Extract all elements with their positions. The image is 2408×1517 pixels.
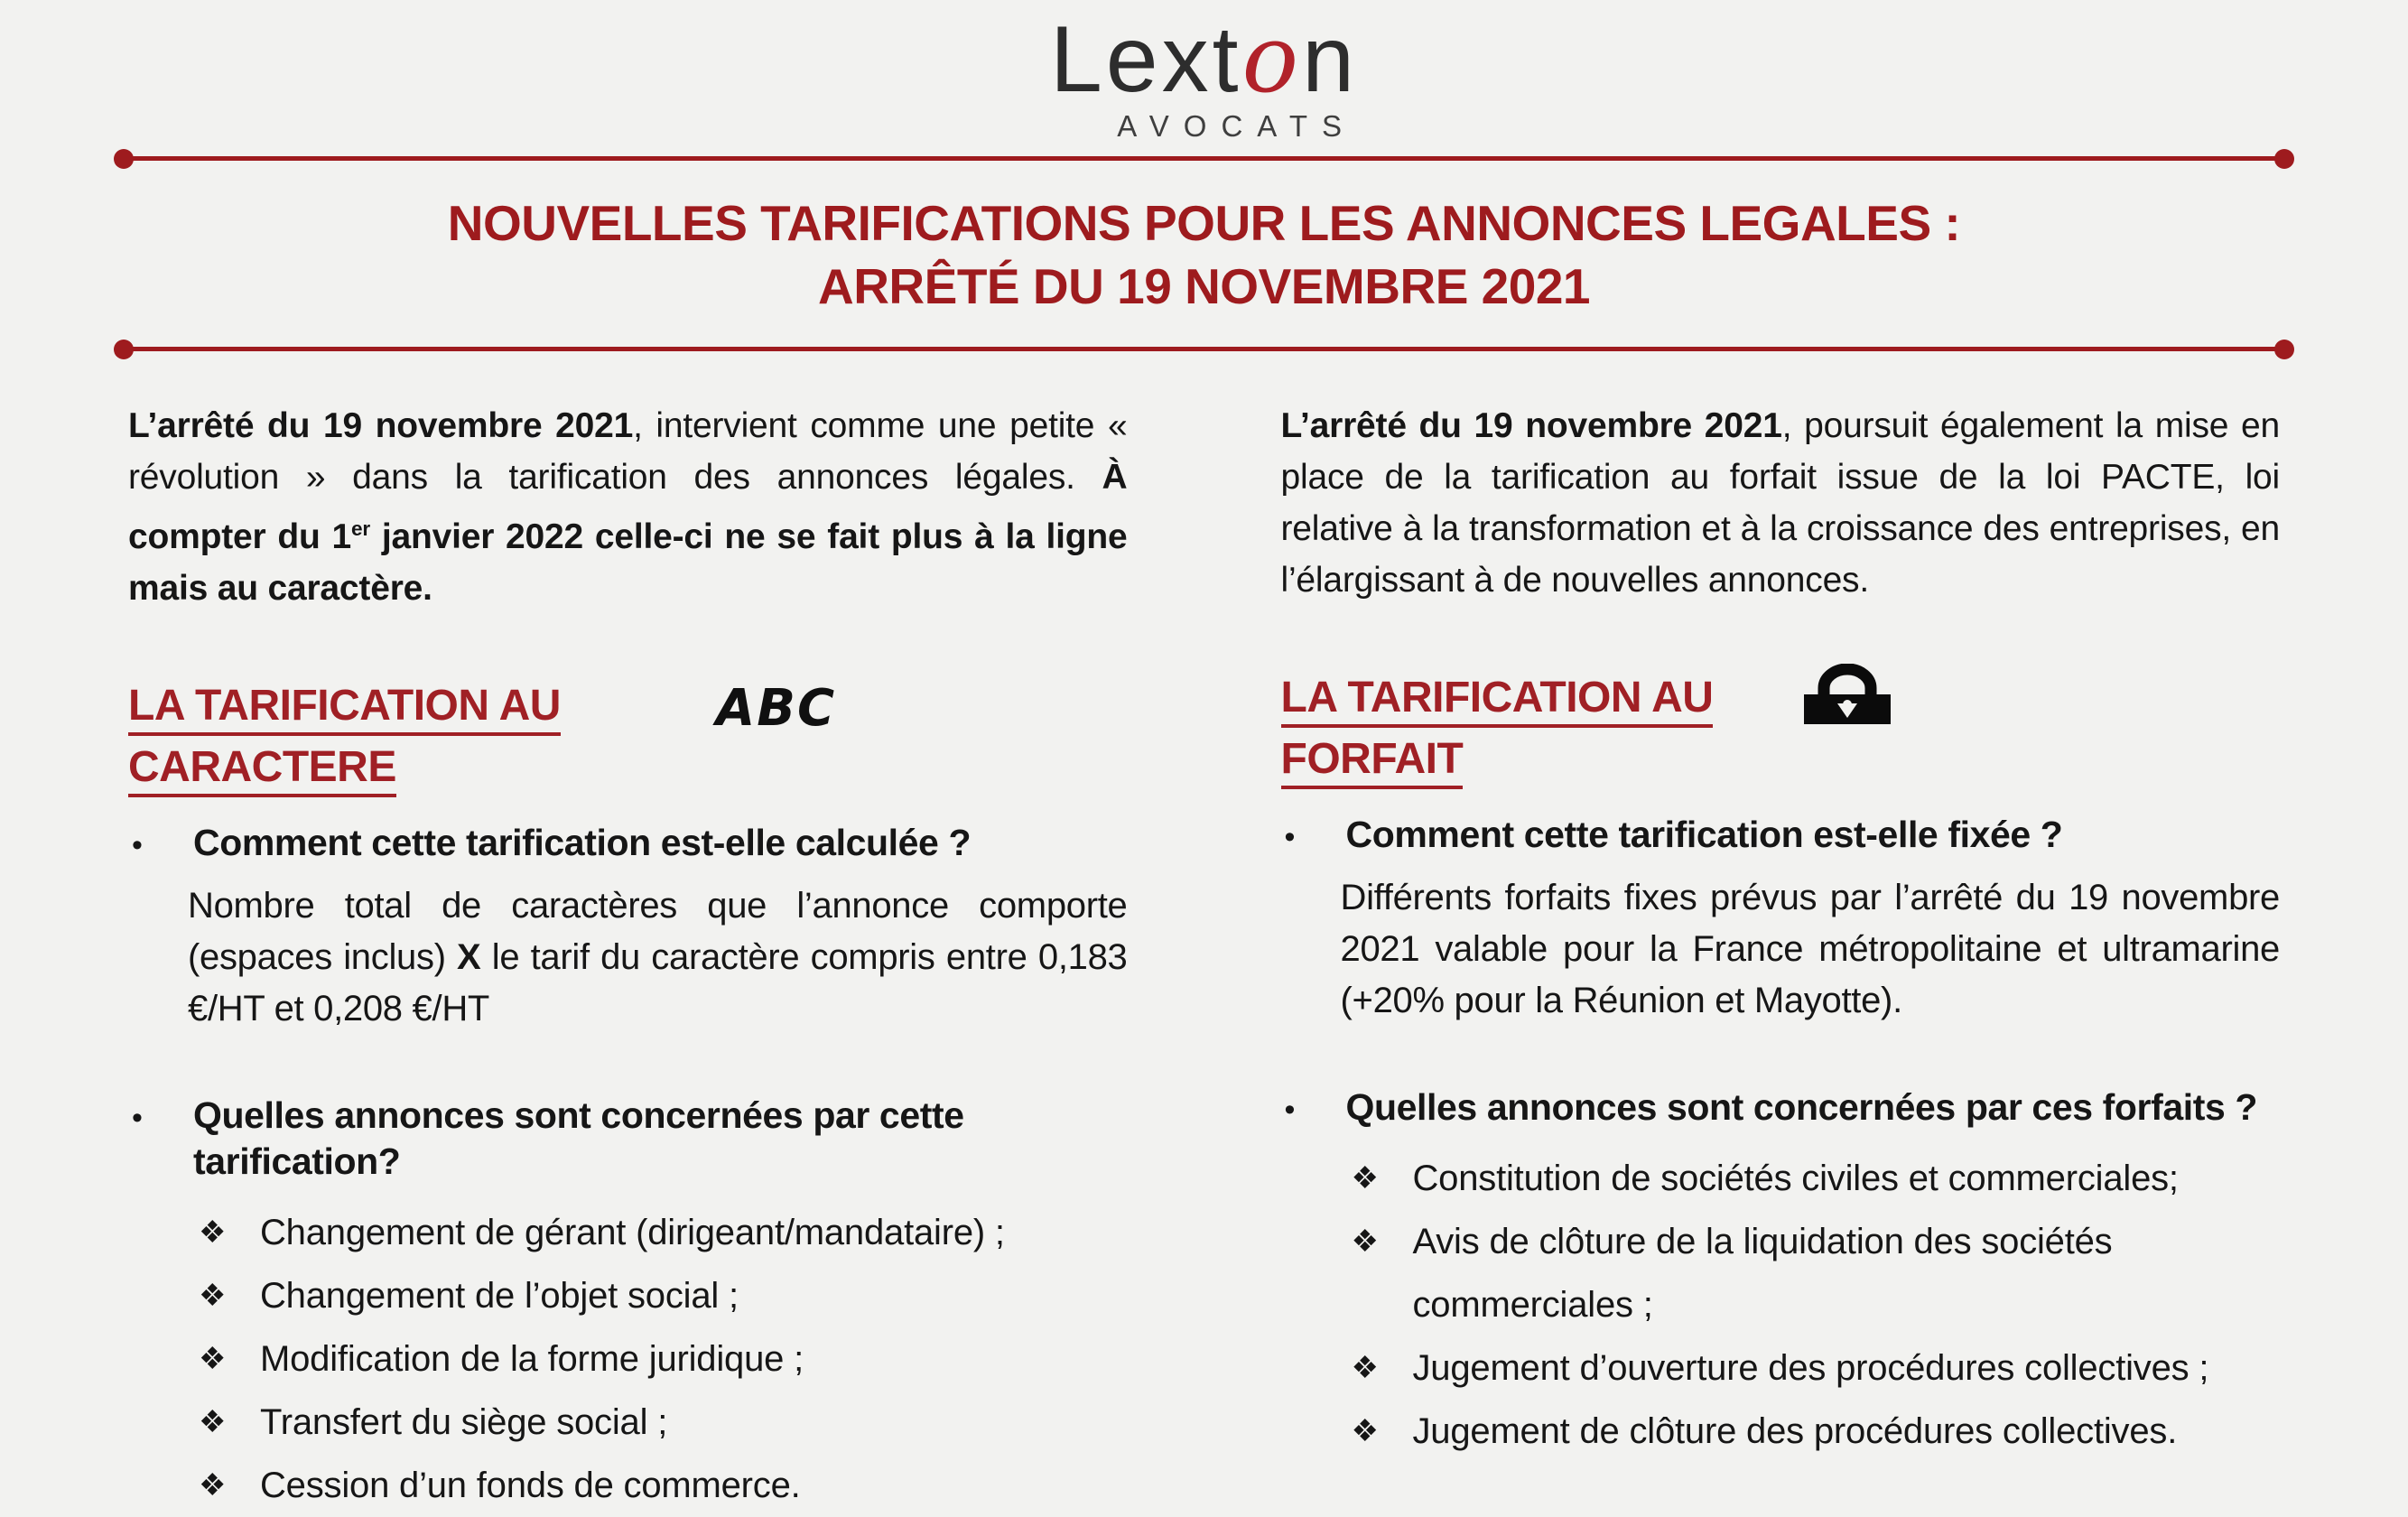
left-heading-line1: LA TARIFICATION AU bbox=[128, 683, 561, 736]
header bbox=[0, 0, 2408, 144]
page-title bbox=[0, 191, 2408, 318]
list-item bbox=[199, 1391, 1128, 1454]
page-title-line2: ARRÊTÉ DU 19 NOVEMBRE 2021 bbox=[817, 258, 1591, 315]
bullet-icon: • bbox=[1284, 819, 1296, 854]
list-item bbox=[1352, 1210, 2281, 1336]
list-item bbox=[199, 1454, 1128, 1517]
bullet-icon: • bbox=[132, 827, 143, 862]
right-question-1-text: Comment cette tarification est-elle fixée ? bbox=[1345, 813, 2063, 855]
left-heading-line2: CARACTERE bbox=[128, 744, 396, 797]
list-item bbox=[1352, 1336, 2281, 1400]
diamond-bullet-icon: ❖ bbox=[1351, 1351, 1379, 1386]
right-question-2-text: Quelles annonces sont concernées par ces forfaits ? bbox=[1345, 1085, 2258, 1128]
left-intro-paragraph: L’arrêté du 19 novembre 2021, intervient comme une petite « révolution » dans la tarification des annonces légales. À compter du 1er janvier 2022 celle-ci ne se fait plus à la ligne mais au caractère. bbox=[128, 406, 1128, 609]
list-item bbox=[199, 1201, 1128, 1264]
list-item-text: Changement de l’objet social ; bbox=[260, 1276, 739, 1317]
left-section-row bbox=[128, 679, 1128, 805]
list-item-text: Cession d’un fonds de commerce. bbox=[260, 1466, 801, 1506]
left-question-1 bbox=[128, 820, 1128, 866]
right-answer-1: Différents forfaits fixes prévus par l’arrêté du 19 novembre 2021 valable pour la France métropolitaine et ultramarine (+20% pour la Réunion et Mayotte). bbox=[1340, 877, 2280, 1020]
diamond-bullet-icon: ❖ bbox=[1351, 1161, 1379, 1196]
list-item-text: Jugement de clôture des procédures collectives. bbox=[1412, 1411, 2178, 1452]
list-item-text: Jugement d’ouverture des procédures collectives ; bbox=[1412, 1348, 2209, 1389]
list-item-text: Modification de la forme juridique ; bbox=[260, 1339, 804, 1380]
content-columns bbox=[0, 351, 2408, 1517]
diamond-bullet-icon: ❖ bbox=[199, 1405, 227, 1440]
list-item bbox=[1352, 1400, 2281, 1463]
left-question-2-text: Quelles annonces sont concernées par cette tarification? bbox=[193, 1094, 964, 1183]
logo-part1: Lext bbox=[1049, 7, 1242, 112]
right-items-list bbox=[1352, 1147, 2281, 1463]
list-item-text: Changement de gérant (dirigeant/mandataire) ; bbox=[260, 1213, 1005, 1253]
logo-wordmark bbox=[1049, 4, 1359, 114]
left-question-1-text: Comment cette tarification est-elle calculée ? bbox=[193, 821, 972, 863]
right-intro-paragraph: L’arrêté du 19 novembre 2021, poursuit également la mise en place de la tarification au forfait issue de la loi PACTE, loi relative à la transformation et à la croissance des entreprises, en l’élargissant à de nouvelles annonces. bbox=[1280, 406, 2280, 600]
right-question-2 bbox=[1281, 1084, 2281, 1131]
left-section-heading bbox=[128, 683, 561, 805]
right-heading-line1: LA TARIFICATION AU bbox=[1281, 675, 1714, 728]
page-title-line1: NOUVELLES TARIFICATIONS POUR LES ANNONCES LEGALES : bbox=[447, 195, 1961, 252]
divider-below-title bbox=[119, 347, 2289, 351]
logo-part2: n bbox=[1302, 7, 1359, 112]
list-item bbox=[199, 1327, 1128, 1391]
diamond-bullet-icon: ❖ bbox=[199, 1468, 227, 1503]
abc-icon-text: ABC bbox=[715, 679, 837, 739]
diamond-bullet-icon: ❖ bbox=[199, 1215, 227, 1251]
logo-subtitle: AVOCATS bbox=[1117, 109, 1357, 144]
logo-accent-letter: o bbox=[1241, 4, 1303, 114]
list-item bbox=[1352, 1147, 2281, 1210]
bullet-icon: • bbox=[132, 1100, 143, 1135]
left-items-list bbox=[199, 1201, 1128, 1517]
right-heading-line2: FORFAIT bbox=[1281, 736, 1464, 789]
right-section-row bbox=[1281, 675, 2281, 797]
diamond-bullet-icon: ❖ bbox=[199, 1342, 227, 1377]
list-item-text: Avis de clôture de la liquidation des sociétés commerciales ; bbox=[1412, 1222, 2113, 1326]
list-item-text: Constitution de sociétés civiles et commerciales; bbox=[1412, 1159, 2179, 1199]
diamond-bullet-icon: ❖ bbox=[1351, 1224, 1379, 1260]
right-section-heading bbox=[1281, 675, 1714, 797]
right-column bbox=[1281, 400, 2281, 1517]
diamond-bullet-icon: ❖ bbox=[199, 1279, 227, 1314]
lock-icon bbox=[1799, 664, 1895, 725]
diamond-bullet-icon: ❖ bbox=[1351, 1414, 1379, 1449]
list-item bbox=[199, 1264, 1128, 1327]
abc-icon bbox=[716, 679, 836, 738]
right-question-1 bbox=[1281, 812, 2281, 858]
left-question-2 bbox=[128, 1093, 1128, 1186]
lock-icon-glyph bbox=[1799, 664, 1895, 725]
lexton-logo bbox=[1049, 4, 1359, 144]
list-item-text: Transfert du siège social ; bbox=[260, 1402, 668, 1443]
divider-top bbox=[119, 156, 2289, 161]
left-column bbox=[128, 400, 1128, 1517]
left-answer-1: Nombre total de caractères que l’annonce comporte (espaces inclus) X le tarif du caractère compris entre 0,183 €/HT et 0,208 €/HT bbox=[188, 885, 1128, 1028]
bullet-icon: • bbox=[1284, 1092, 1296, 1127]
